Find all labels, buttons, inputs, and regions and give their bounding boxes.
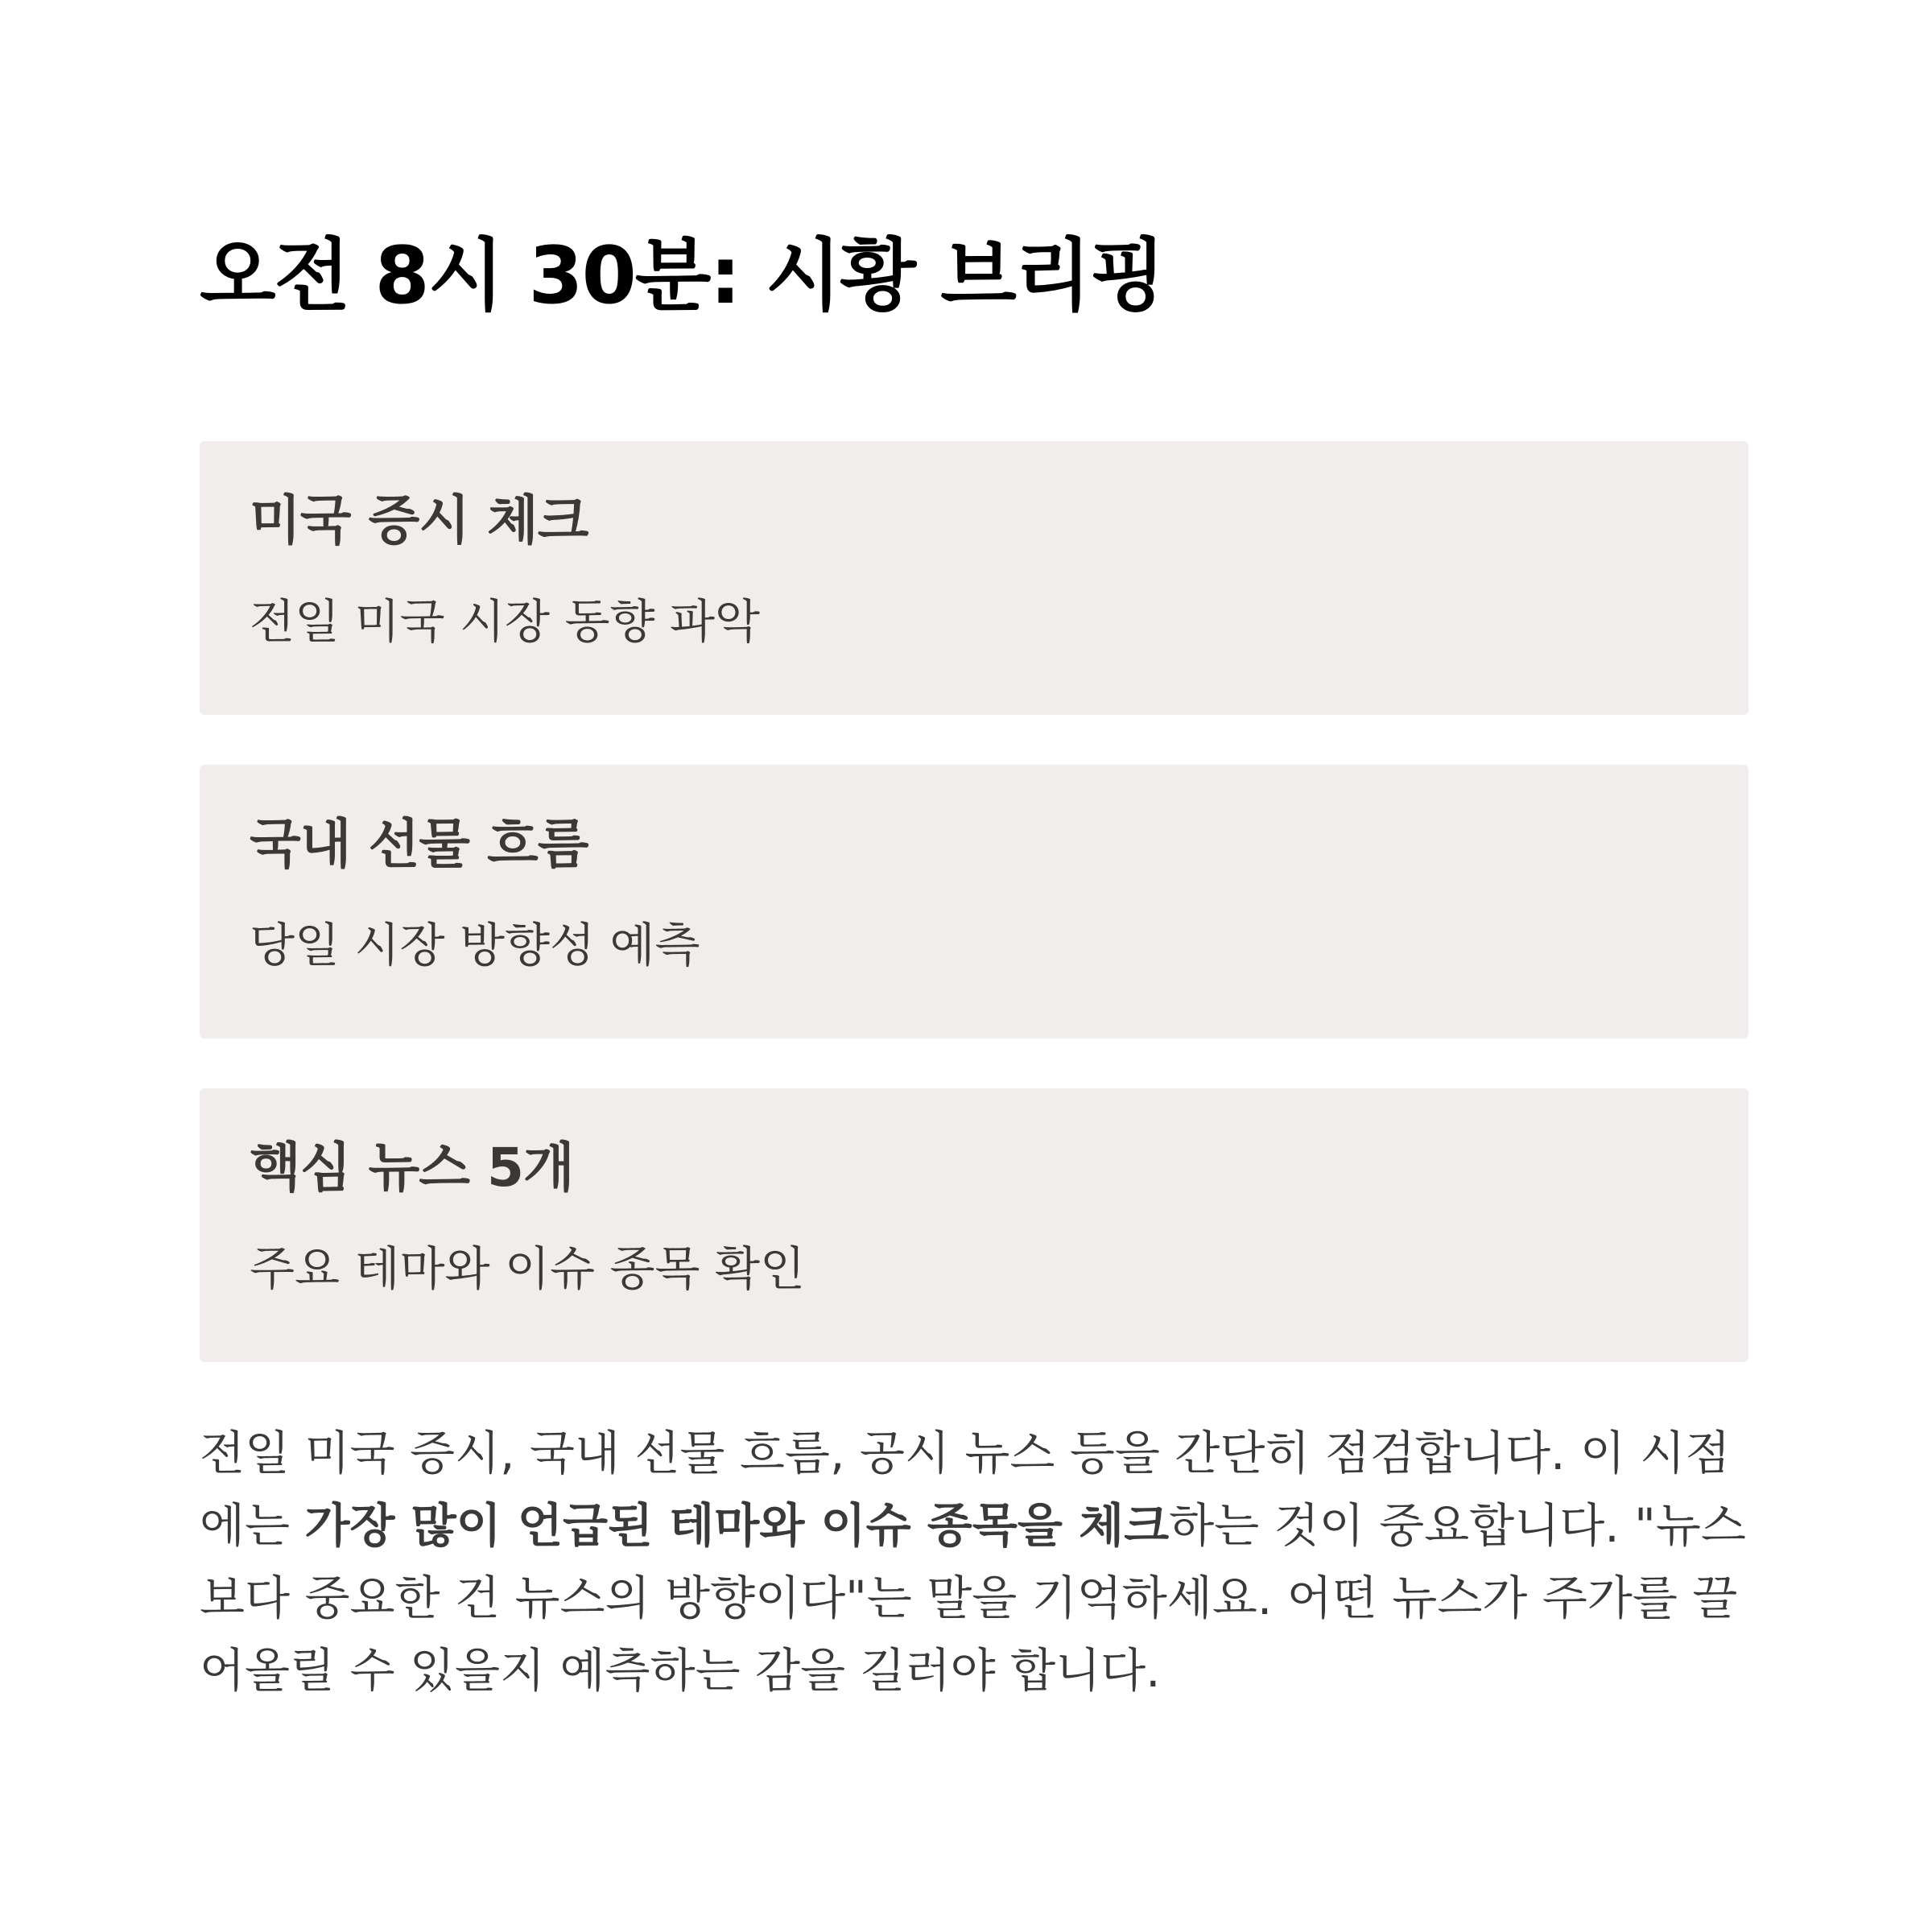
card-description: 전일 미국 시장 동향 파악 — [250, 594, 761, 649]
body-paragraph — [200, 1417, 1748, 1707]
card-title: 핵심 뉴스 5개 — [250, 1137, 574, 1199]
card-key-news — [200, 1088, 1748, 1362]
body-text-part2: 하는 것이 중요합니다. "뉴스보다 중요한 건 뉴스의 방향이다"는 말을 기억하세요. 어떤 뉴스가 주가를 끌어올릴 수 있을지 예측하는 감을 길러야 합니다. — [200, 1498, 1746, 1698]
body-emphasis: 가장 많이 언급된 테마와 이슈 종목을 체크 — [304, 1498, 1170, 1553]
card-title: 국내 선물 흐름 — [250, 813, 588, 875]
page-title: 오전 8시 30분: 시황 브리핑 — [200, 230, 1165, 322]
card-title: 미국 증시 체크 — [250, 489, 588, 551]
card-us-market — [200, 441, 1748, 715]
card-description: 주요 테마와 이슈 종목 확인 — [250, 1241, 806, 1296]
body-text-part1: 전일 미국 증시, 국내 선물 흐름, 공시 뉴스 등을 간단히 점검합니다. 이 시점에는 — [200, 1426, 1731, 1553]
card-domestic-futures — [200, 765, 1748, 1038]
card-description: 당일 시장 방향성 예측 — [250, 918, 700, 972]
